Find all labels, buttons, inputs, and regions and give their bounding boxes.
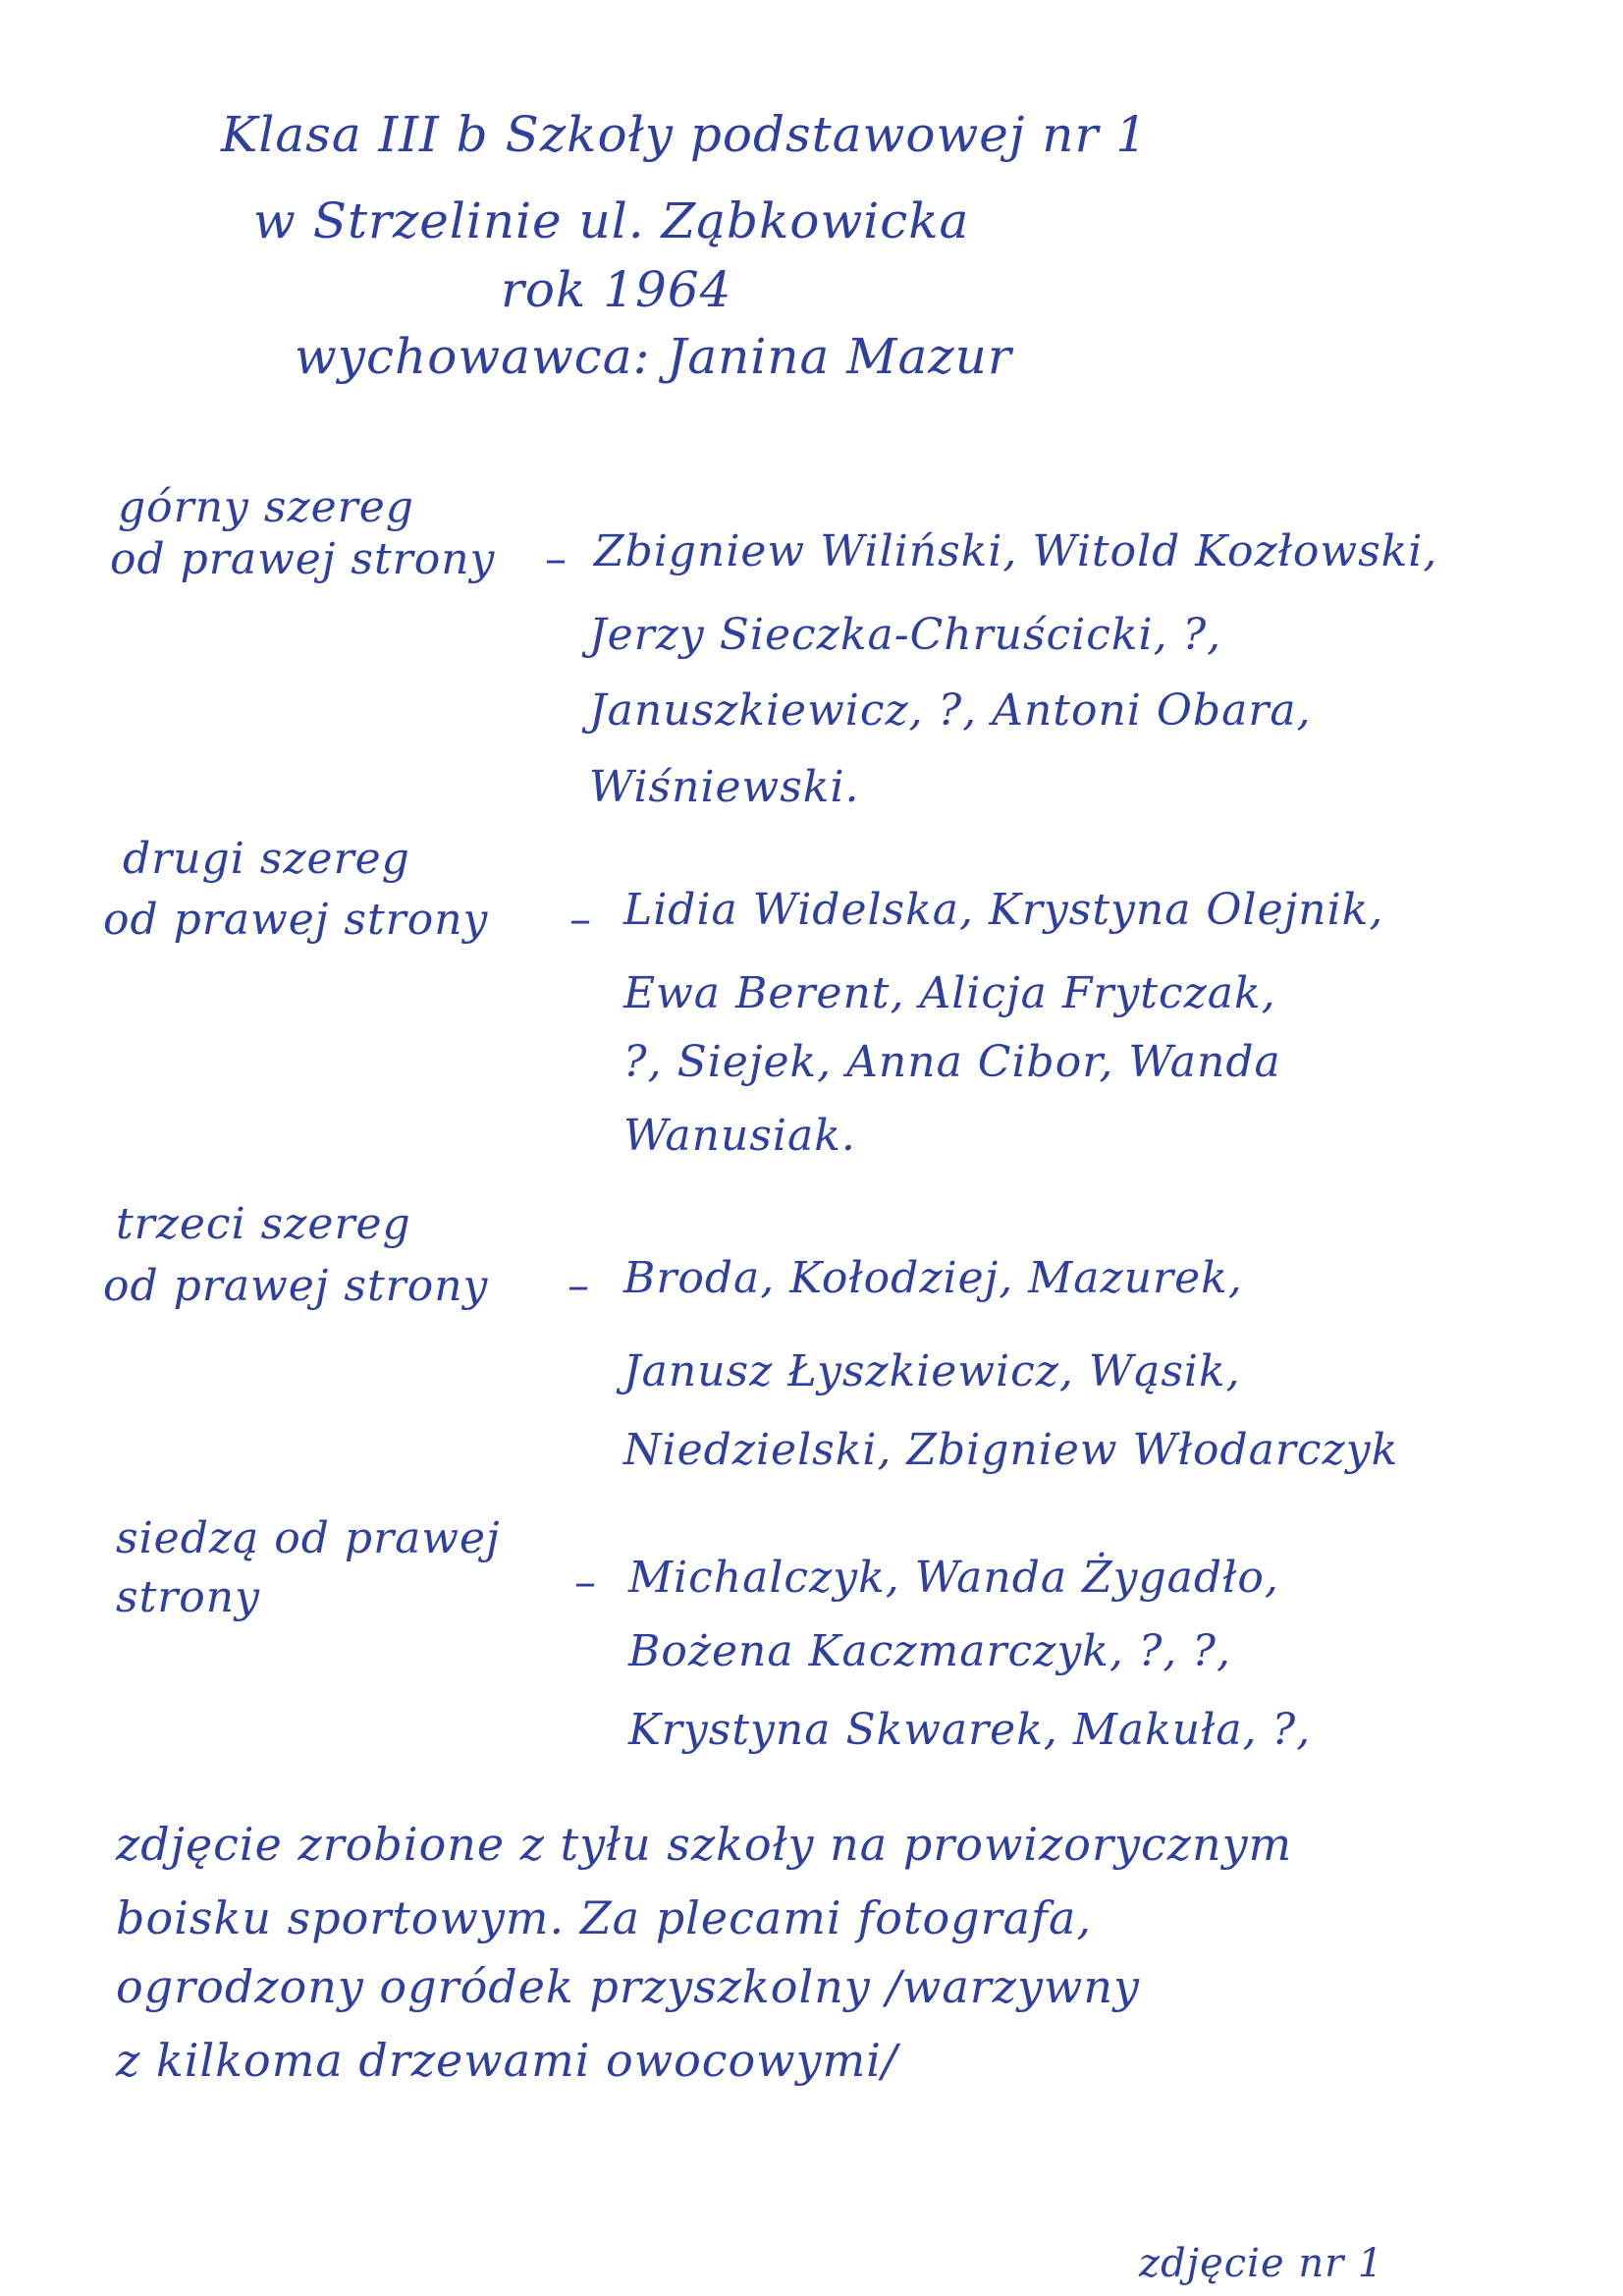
row-label-line2: od prawej strony <box>110 534 496 584</box>
row-names-line: Michalczyk, Wanda Żygadło, <box>628 1553 1279 1603</box>
row-names-line: Jerzy Sieczka-Chruścicki, ?, <box>589 610 1222 660</box>
row-label-line1: siedzą od prawej <box>116 1513 501 1563</box>
description-line: z kilkoma drzewami owocowymi/ <box>116 2034 898 2087</box>
description-line: ogrodzony ogródek przyszkolny /warzywny <box>116 1960 1140 2013</box>
row-label-line1: drugi szereg <box>123 834 410 884</box>
row-names-line: Janusz Łyszkiewicz, Wąsik, <box>623 1346 1241 1396</box>
row-label-line1: górny szereg <box>118 482 414 532</box>
row-names-line: Wiśniewski. <box>589 762 860 812</box>
row-names-line: Bożena Kaczmarczyk, ?, ?, <box>628 1626 1231 1676</box>
row-dash: – <box>545 534 568 584</box>
row-names-line: Ewa Berent, Alicja Frytczak, <box>623 968 1276 1018</box>
row-dash: – <box>569 895 592 945</box>
heading-teacher-line: wychowawca: Janina Mazur <box>295 328 1012 385</box>
row-names-line: Niedzielski, Zbigniew Włodarczyk <box>623 1425 1399 1475</box>
row-names-line: Zbigniew Wiliński, Witold Kozłowski, <box>594 526 1438 576</box>
row-dash: – <box>568 1261 590 1311</box>
row-label-line1: trzeci szereg <box>116 1199 411 1249</box>
description-line: boisku sportowym. Za plecami fotografa, <box>116 1891 1093 1944</box>
heading-address-line: w Strzelinie ul. Ząbkowicka <box>253 192 970 249</box>
row-names-line: ?, Siejek, Anna Cibor, Wanda <box>623 1037 1281 1087</box>
row-dash: – <box>574 1558 597 1608</box>
row-names-line: Januszkiewicz, ?, Antoni Obara, <box>589 685 1312 736</box>
row-names-line: Wanusiak. <box>623 1111 856 1161</box>
row-label-line2: od prawej strony <box>103 1261 489 1311</box>
row-label-line2: strony <box>116 1572 260 1622</box>
row-label-line2: od prawej strony <box>103 895 489 945</box>
row-names-line: Lidia Widelska, Krystyna Olejnik, <box>623 885 1384 935</box>
heading-class-line: Klasa III b Szkoły podstawowej nr 1 <box>221 106 1149 163</box>
row-names-line: Broda, Kołodziej, Mazurek, <box>623 1253 1243 1303</box>
photo-number-note: zdjęcie nr 1 <box>1139 2241 1384 2286</box>
description-line: zdjęcie zrobione z tyłu szkoły na prowizorycznym <box>116 1818 1293 1871</box>
row-names-line: Krystyna Skwarek, Makuła, ?, <box>628 1705 1312 1755</box>
heading-year-line: rok 1964 <box>501 261 732 318</box>
